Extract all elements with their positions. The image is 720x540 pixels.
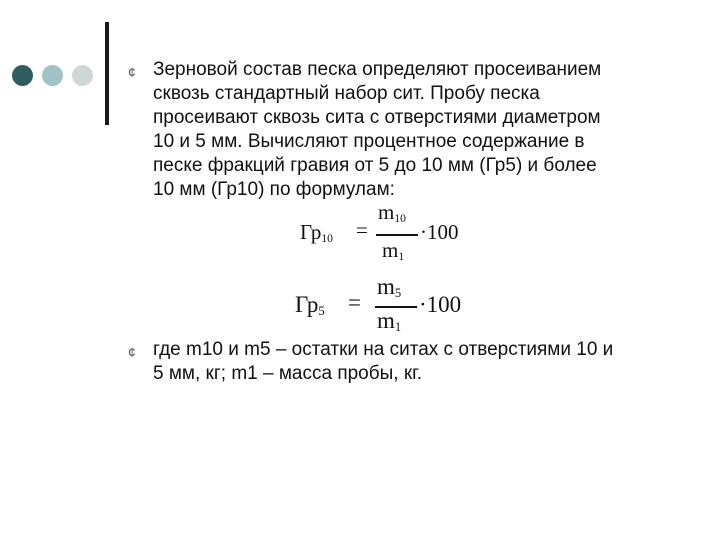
formula-multiplier: ·100 [419, 292, 462, 317]
formula-denominator: $m_1$ [377, 308, 402, 335]
formula-lhs: $Гр_5$ [295, 292, 325, 319]
decor-vertical-bar [105, 22, 109, 125]
formula-numerator: $m_5$ [377, 274, 402, 301]
formula-denominator: $m_1$ [382, 238, 405, 263]
equals-sign: = [356, 218, 368, 242]
paragraph-legend: где m10 и m5 – остатки на ситах с отверстиями 10 и 5 мм, кг; m1 – масса пробы, кг. [153, 339, 614, 384]
bullet-icon: ¢ [128, 344, 136, 360]
decor-dot-light [72, 65, 93, 86]
formula-lhs: $Гр_{10}$ [300, 220, 333, 245]
formula-multiplier: ·100 [420, 220, 459, 244]
fraction-bar [376, 234, 418, 236]
decor-dot-dark [12, 65, 33, 86]
formula-gr10 [300, 200, 480, 270]
equals-sign: = [348, 290, 361, 315]
formula-gr5 [295, 274, 495, 340]
paragraph-method: Зерновой состав песка определяют просеиванием сквозь стандартный набор сит. Пробу песка просеивают сквозь сита с отверстиями диаметром 10 и 5 мм. Вычисляют процентное содержание в песке фракций гравия от 5 до 10 мм (Гр5) и более 10 мм (Гр10) по формулам: [153, 59, 602, 200]
bullet-icon: ¢ [128, 64, 136, 80]
formula-numerator: $m_{10}$ [378, 200, 406, 225]
decor-dot-teal [42, 65, 63, 86]
